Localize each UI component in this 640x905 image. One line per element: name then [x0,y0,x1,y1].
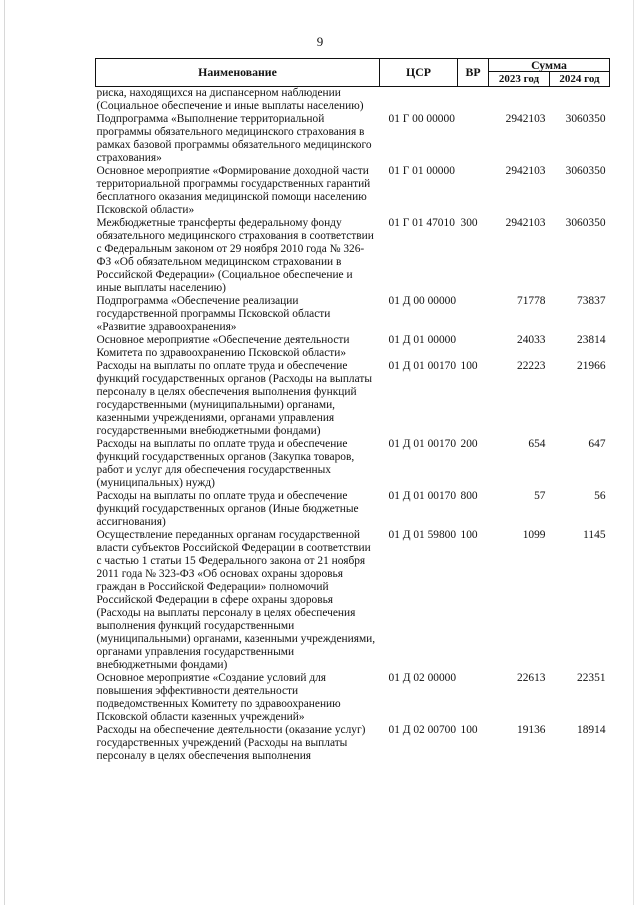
row-csr-cell: 01 Г 01 47010 [388,217,455,229]
row-sum-2024-cell: 22351 [577,672,606,684]
row-name-cell: Расходы на выплаты по оплате труда и обеспечение функций государственных органов (Иные бюджетные ассигнования) [96,490,359,528]
row-sum-2024-cell: 18914 [577,724,606,736]
row-vr-cell: 100 [460,529,478,541]
row-vr-cell: 300 [460,217,478,229]
row-sum-2024-cell: 73837 [577,295,606,307]
budget-table [95,58,610,763]
row-sum-2023-cell: 19136 [517,724,546,736]
row-sum-2023-cell: 2942103 [505,113,546,125]
row-sum-2024-cell: 23814 [577,334,606,346]
scan-right-edge [633,0,634,905]
row-name-cell: Подпрограмма «Выполнение территориальной программы обязательного медицинского страхования в рамках базовой программы обязательного медицинского страхования» [96,113,372,164]
table-row [96,165,610,217]
row-csr-cell: 01 Г 01 00000 [388,165,455,177]
header-year-2023: 2023 год [489,72,550,87]
row-csr-cell: 01 Д 01 59800 [388,529,457,541]
header-csr: ЦСР [380,59,458,87]
header-name: Наименование [96,59,380,87]
row-vr-cell [458,165,489,217]
row-csr-cell: 01 Д 01 00000 [388,334,457,346]
row-vr-cell: 100 [460,360,478,372]
row-sum-2023-cell: 57 [534,490,546,502]
row-sum-2023-cell: 654 [528,438,546,450]
row-csr-cell [380,87,458,114]
row-name-cell: Подпрограмма «Обеспечение реализации государственной программы Псковской области «Развитие здравоохранения» [96,295,331,333]
row-vr-cell: 800 [460,490,478,502]
header-sum: Сумма [489,59,610,72]
row-sum-2024-cell: 3060350 [565,113,606,125]
row-name-cell: Основное мероприятие «Формирование доходной части территориальной программы государственных гарантий бесплатного оказания медицинской помощи населению Псковской области» [96,165,371,216]
row-sum-2024-cell: 3060350 [565,217,606,229]
table-row [96,490,610,529]
row-csr-cell: 01 Д 01 00170 [388,360,457,372]
row-sum-2024-cell: 56 [594,490,606,502]
row-vr-cell [458,295,489,334]
table-row [96,113,610,165]
row-sum-2023-cell [489,87,550,114]
row-sum-2024-cell: 3060350 [565,165,606,177]
row-vr-cell [458,113,489,165]
table-row [96,295,610,334]
table-row [96,529,610,672]
row-name-cell: Основное мероприятие «Создание условий для повышения эффективности деятельности подведомственных Комитету по здравоохранению Псковской области казенных учреждений» [96,672,341,723]
row-vr-cell [458,87,489,114]
row-csr-cell: 01 Д 00 00000 [388,295,457,307]
header-vr: ВР [458,59,489,87]
row-name-cell: Осуществление переданных органам государственной власти субъектов Российской Федерации в соответствии с частью 1 статьи 15 Федерального закона от 21 ноября 2011 года № 323-ФЗ «Об основах охраны здоровья граждан в Российской Федерации» полномочий Российской Федерации в сфере охраны здоровья (Расходы на выплаты персоналу в целях обеспечения выполнения функций государственными (муниципальными) органами, казенными учреждениями, органами управления государственными внебюджетными фондами) [96,529,376,671]
row-vr-cell: 200 [460,438,478,450]
row-vr-cell: 100 [460,724,478,736]
row-name-cell: Основное мероприятие «Обеспечение деятельности Комитета по здравоохранению Псковской области» [96,334,350,359]
row-sum-2024-cell: 1145 [583,529,606,541]
row-vr-cell [458,334,489,360]
row-sum-2023-cell: 71778 [517,295,546,307]
table-row [96,724,610,763]
row-sum-2023-cell: 22613 [517,672,546,684]
row-csr-cell: 01 Г 00 00000 [388,113,455,125]
row-sum-2023-cell: 24033 [517,334,546,346]
row-sum-2023-cell: 22223 [517,360,546,372]
table-body [96,87,610,764]
row-sum-2024-cell [550,87,610,114]
row-name-cell: Межбюджетные трансферты федеральному фонду обязательного медицинского страхования в соответствии с Федеральным законом от 29 ноября 2010 года № 326-ФЗ «Об обязательном медицинском страховании в Российской Федерации» (Социальное обеспечение и иные выплаты населению) [96,217,374,294]
row-sum-2024-cell: 647 [588,438,606,450]
row-sum-2023-cell: 1099 [522,529,546,541]
row-vr-cell [458,672,489,724]
row-csr-cell: 01 Д 01 00170 [388,438,457,450]
row-csr-cell: 01 Д 01 00170 [388,490,457,502]
header-year-2024: 2024 год [550,72,610,87]
row-csr-cell: 01 Д 02 00700 [388,724,457,736]
row-name-cell: Расходы на выплаты по оплате труда и обеспечение функций государственных органов (Закупка товаров, работ и услуг для обеспечения государственных (муниципальных) нужд) [96,438,355,489]
row-name-cell: риска, находящихся на диспансерном наблюдении (Социальное обеспечение и иные выплаты населению) [96,87,364,112]
row-name-cell: Расходы на выплаты по оплате труда и обеспечение функций государственных органов (Расходы на выплаты персоналу в целях обеспечения выполнения функций государственными (муниципальными) органами, казенными учреждениями, органами управления государственными внебюджетными фондами) [96,360,372,437]
table-header [96,59,610,87]
row-csr-cell: 01 Д 02 00000 [388,672,457,684]
table-row [96,360,610,438]
table-row [96,334,610,360]
table-row [96,87,610,114]
table-row [96,217,610,295]
row-sum-2023-cell: 2942103 [505,217,546,229]
page-number: 9 [316,34,324,49]
row-name-cell: Расходы на обеспечение деятельности (оказание услуг) государственных учреждений (Расходы на выплаты персоналу в целях обеспечения выполнения [96,724,366,762]
row-sum-2023-cell: 2942103 [505,165,546,177]
row-sum-2024-cell: 21966 [577,360,606,372]
scan-left-edge [4,0,5,905]
table-row [96,438,610,490]
table-row [96,672,610,724]
